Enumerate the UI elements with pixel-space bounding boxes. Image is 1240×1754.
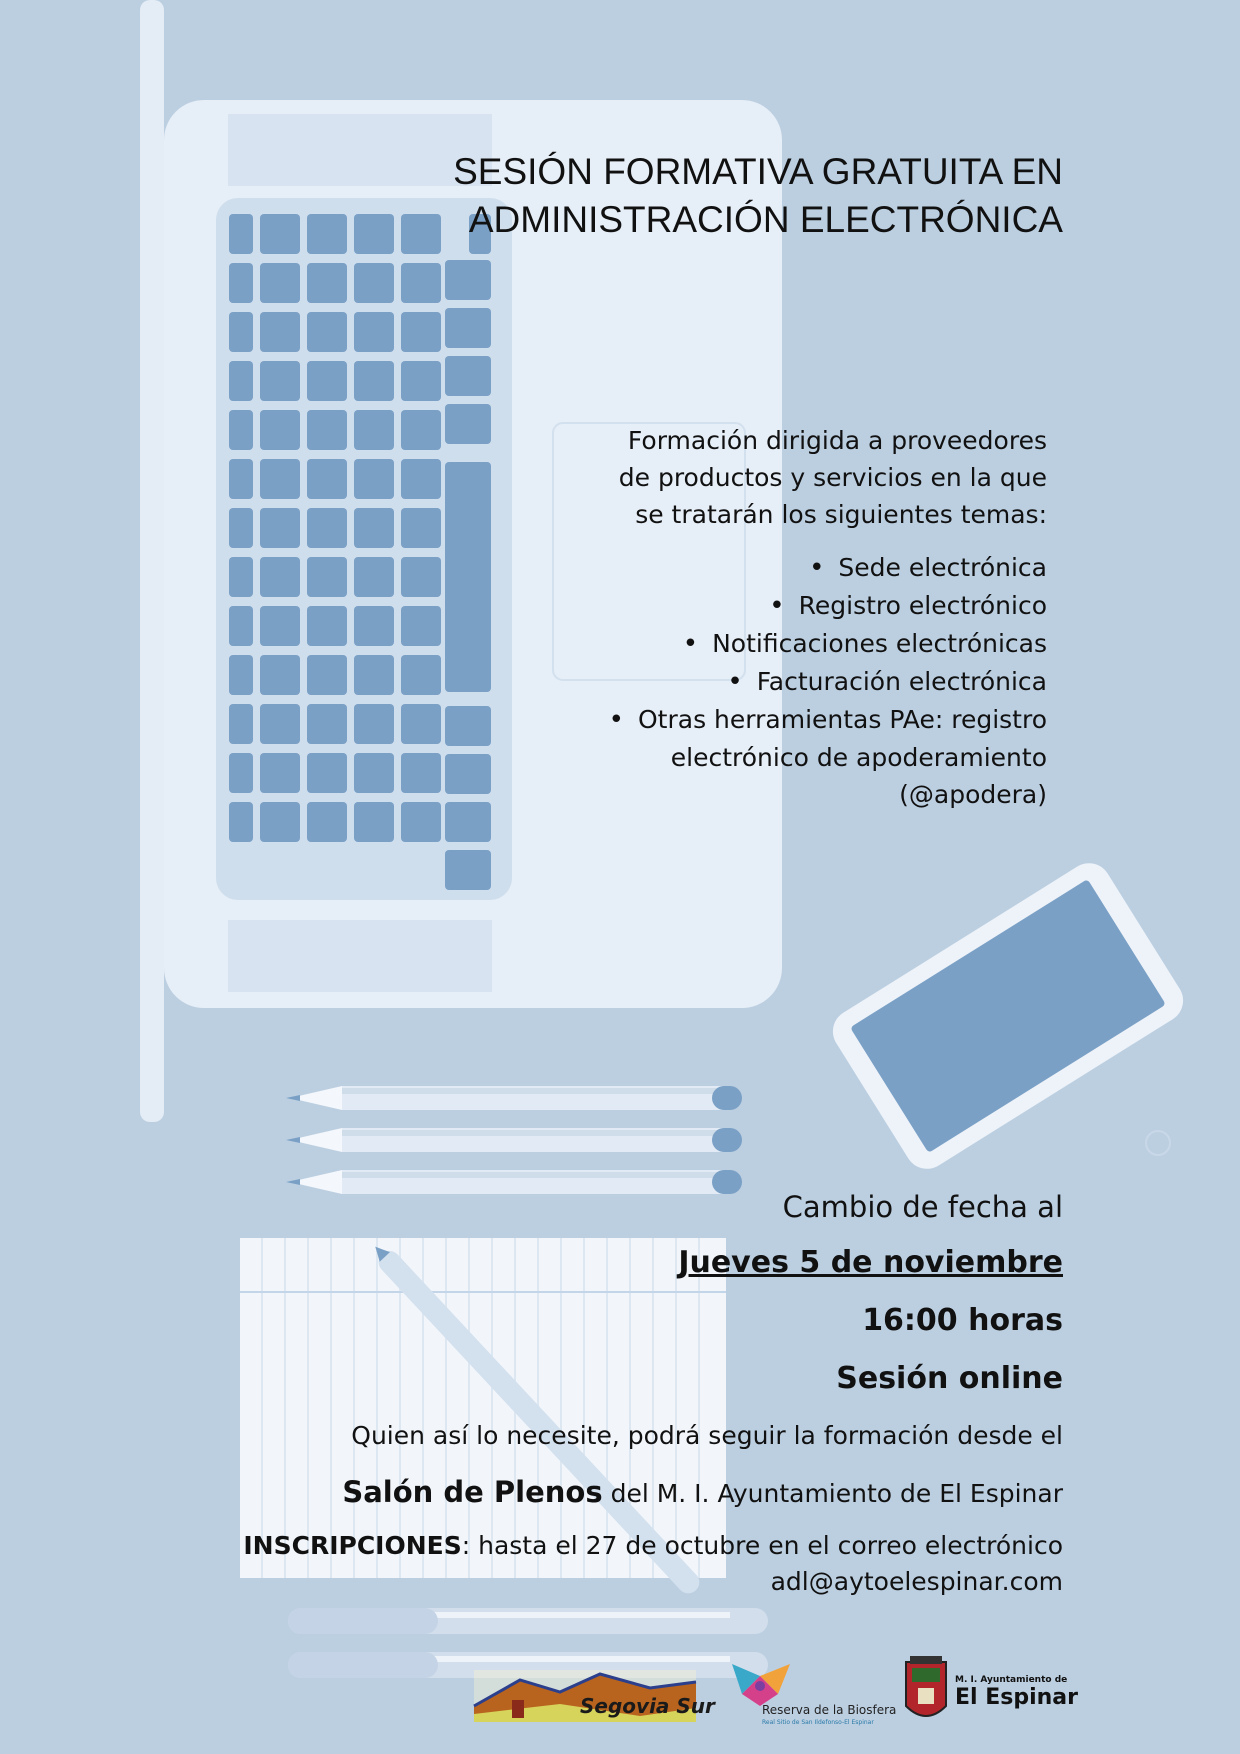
keyboard-key [307,312,347,352]
keyboard-key [307,753,347,793]
keyboard-key [445,404,491,444]
keyboard-key [307,704,347,744]
topic-label: Facturación electrónica [756,667,1047,696]
page-title [420,148,1063,244]
keyboard-key [401,263,441,303]
topics-list [600,549,1047,813]
topic-item [600,663,1047,701]
keyboard-key [260,606,300,646]
bullet-icon: • [769,591,785,621]
bullet-icon: • [608,705,624,735]
keyboard-key [229,214,253,254]
bullet-icon: • [727,667,743,697]
keyboard-key [229,361,253,401]
event-date: Jueves 5 de noviembre [678,1245,1063,1280]
keyboard-key [229,753,253,793]
keyboard-key [354,557,394,597]
topic-label: Otras herramientas PAe: registro electrónico de apoderamiento (@apodera) [638,705,1047,809]
keyboard-key [445,260,491,300]
keyboard-key [401,557,441,597]
keyboard-key [307,606,347,646]
keyboard-key [229,655,253,695]
phone [825,855,1192,1177]
biosfera-sublabel: Real Sitio de San Ildefonso-El Espinar [762,1719,874,1726]
event-info [150,1180,1063,1600]
keyboard-key [229,410,253,450]
keyboard-key [354,508,394,548]
keyboard-key [354,606,394,646]
biosfera-label: Reserva de la Biosfera [762,1703,897,1717]
topic-item [600,549,1047,587]
espinar-crest-logo [906,1656,946,1716]
keyboard-key [260,459,300,499]
keyboard-key [229,557,253,597]
keyboard-key [260,312,300,352]
title-line-1: SESIÓN FORMATIVA GRATUITA EN [453,151,1063,192]
keyboard-key [260,655,300,695]
topic-item [600,701,1047,813]
keyboard-key [445,754,491,794]
bottom-pens [288,1608,768,1678]
espinar-big-label: El Espinar [955,1685,1078,1710]
inscriptions-text: : hasta el 27 de octubre en el correo electrónico [461,1531,1063,1560]
keyboard-key [445,706,491,746]
keyboard-key [401,802,441,842]
keyboard-key [354,312,394,352]
keyboard-key [307,557,347,597]
venue-rest: del M. I. Ayuntamiento de El Espinar [602,1479,1063,1508]
keyboard-key [401,508,441,548]
inscriptions-label: INSCRIPCIONES [243,1531,462,1560]
keyboard-key [445,356,491,396]
keyboard-key [354,214,394,254]
keyboard-key [354,263,394,303]
keyboard-key [354,802,394,842]
bullet-icon: • [809,553,825,583]
follow-text: Quien así lo necesite, podrá seguir la formación desde el [351,1421,1063,1450]
phone-button [1146,1131,1170,1155]
keyboard-key [354,753,394,793]
keyboard-key [401,753,441,793]
keyboard-key [401,410,441,450]
keyboard-key [307,361,347,401]
keyboard-key [354,704,394,744]
laptop-screen-edge [140,0,164,1122]
pencils [286,1086,742,1194]
keyboard-key [307,263,347,303]
intro-block [600,422,1047,813]
keyboard-key [229,459,253,499]
keyboard-key [354,361,394,401]
intro-text: Formación dirigida a proveedores de productos y servicios en la que se tratarán los siguientes temas: [618,426,1047,529]
title-line-2: ADMINISTRACIÓN ELECTRÓNICA [468,199,1063,240]
keyboard-key [307,410,347,450]
keyboard-key [354,410,394,450]
keyboard-key [401,606,441,646]
topic-label: Notificaciones electrónicas [712,629,1047,658]
event-time: 16:00 horas [862,1303,1063,1338]
keyboard-key [445,850,491,890]
topic-item [600,625,1047,663]
keyboard-key [260,214,300,254]
keyboard-key [229,263,253,303]
inscriptions [150,1528,1063,1600]
keyboard-key [354,655,394,695]
venue-line [150,1464,1063,1522]
keyboard-key [260,557,300,597]
keyboard-key [401,459,441,499]
keyboard-key [260,704,300,744]
keyboard-key [354,459,394,499]
keyboard-key [445,308,491,348]
keyboard-key [307,508,347,548]
keyboard-key [260,361,300,401]
keyboard-key [229,606,253,646]
contact-email[interactable]: adl@aytoelespinar.com [770,1567,1063,1596]
topic-label: Registro electrónico [798,591,1047,620]
laptop-speaker-bottom [228,920,492,992]
keyboard-key [307,655,347,695]
keyboard-key [229,508,253,548]
topic-item [600,587,1047,625]
topic-label: Sede electrónica [838,553,1047,582]
segovia-sur-label: Segovia Sur [580,1694,715,1718]
keyboard-key [260,753,300,793]
keyboard-key [445,462,491,692]
keyboard-key [401,704,441,744]
keyboard-key [401,361,441,401]
keyboard-key [307,802,347,842]
keyboard-key [445,802,491,842]
keyboard-key [307,459,347,499]
espinar-small-label: M. I. Ayuntamiento de [955,1675,1068,1685]
keyboard-key [260,410,300,450]
keyboard-key [307,214,347,254]
keyboard-key [229,802,253,842]
keyboard-key [260,508,300,548]
keyboard-key [401,655,441,695]
keyboard-key [260,263,300,303]
bullet-icon: • [682,629,699,659]
keyboard-key [401,312,441,352]
event-mode: Sesión online [836,1361,1063,1396]
venue-name: Salón de Plenos [342,1475,603,1509]
keyboard-key [229,704,253,744]
keyboard-key [260,802,300,842]
keyboard-key [229,312,253,352]
date-change-label: Cambio de fecha al [782,1190,1063,1224]
